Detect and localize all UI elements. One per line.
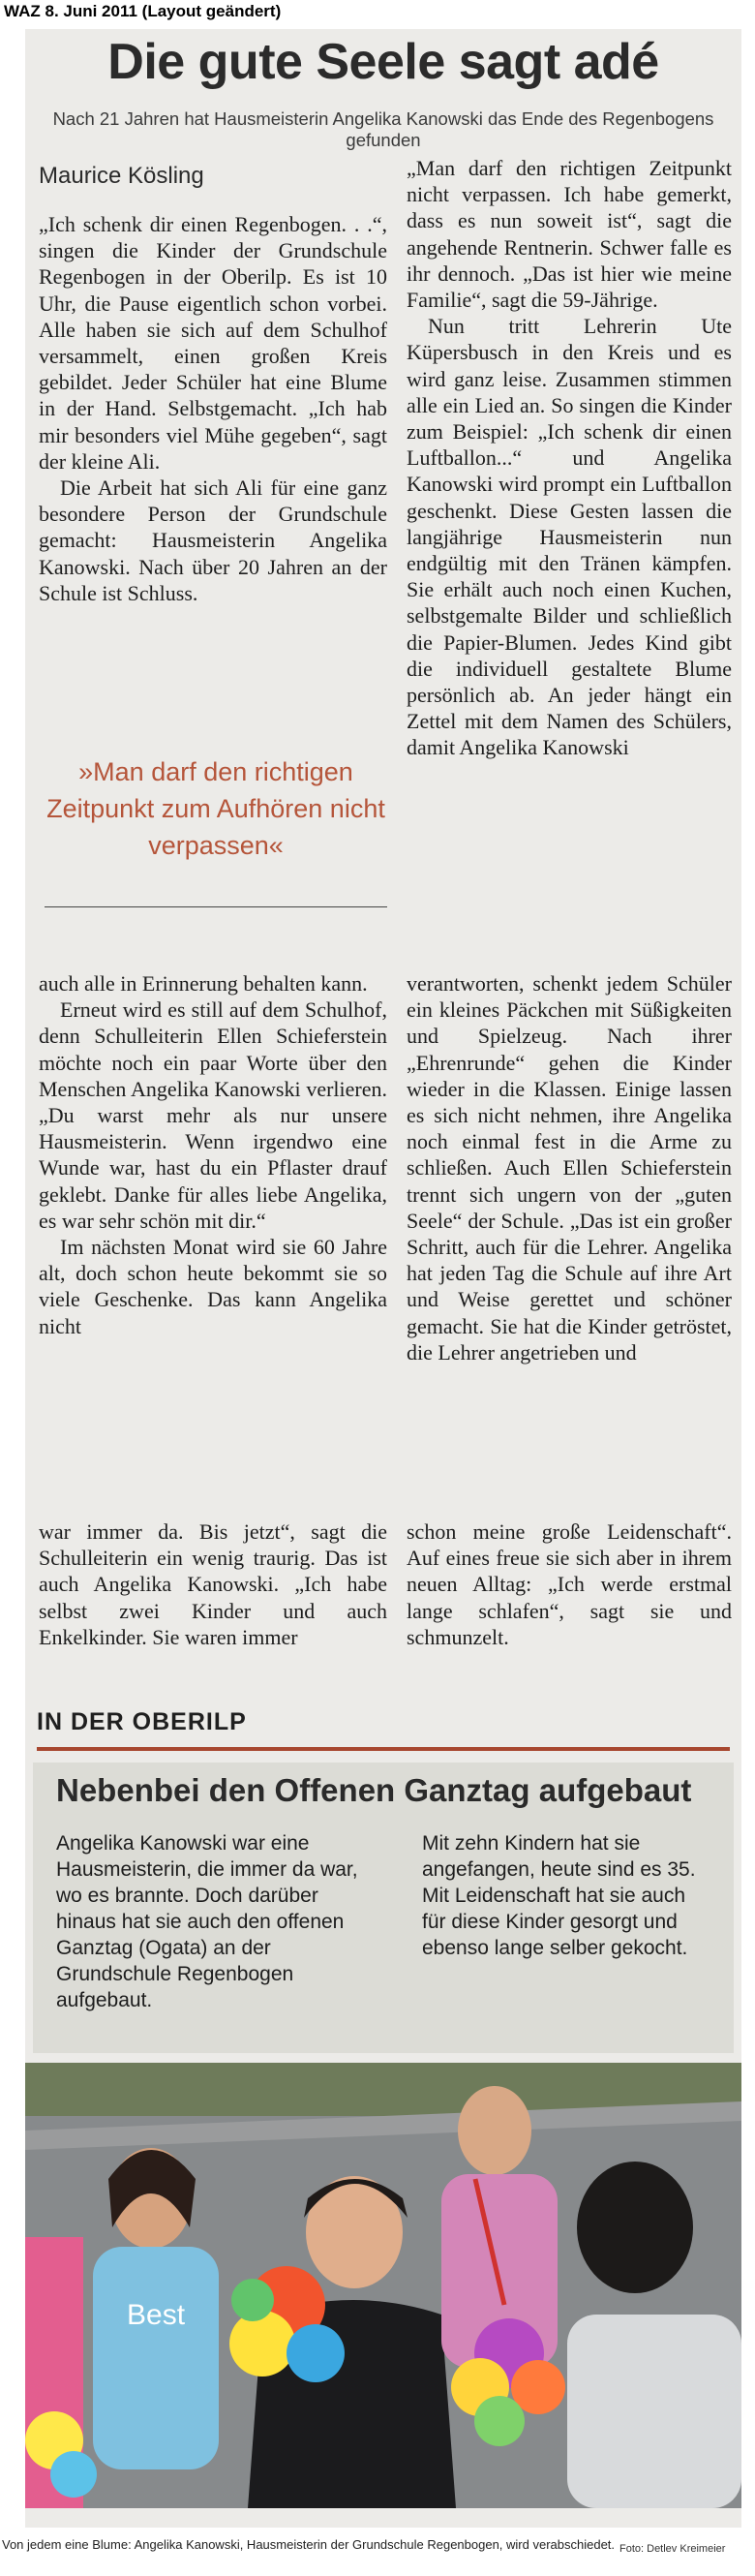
paragraph: verantworten, schenkt jedem Schüler ein kleines Päckchen mit Süßigkeiten und Spielzeug. Nach ihrer „Ehrenrunde“ gehen die Kinder wieder in die Klassen. Einige lassen es sich nicht nehmen, ihre Angelika noch einmal fest in die Arme zu schließen. Auch Ellen Schieferstein trennt sich ungern von der „guten Seele“ der Schule. „Das ist ein großer Schritt, auch für die Lehrer. Angelika hat jeden Tag die Schule auf ihre Art und Weise gerettet und schöner gemacht. Sie hat die Kinder getröstet, die Lehrer angetrieben und	[407, 971, 732, 1365]
sidebar-kicker: IN DER OBERILP	[37, 1708, 247, 1735]
kicker-rule	[37, 1747, 730, 1751]
paragraph: Im nächsten Monat wird sie 60 Jahre alt, doch schon heute bekommt sie so viele Geschenke. Das kann Angelika nicht	[39, 1235, 387, 1338]
column-1-middle	[39, 970, 387, 1339]
paragraph: Erneut wird es still auf dem Schulhof, denn Schulleiterin Ellen Schieferstein möchte noch ein paar Worte über den Menschen Angelika Kanowski verlieren. „Du warst mehr als nur unsere Hausmeisterin. Wenn irgendwo eine Wunde war, hast du ein Pflaster drauf geklebt. Danke für alles liebe Angelika, es war sehr schön mit dir.“	[39, 997, 387, 1233]
photo-credit: Foto: Detlev Kreimeier	[619, 2543, 726, 2555]
author-byline: Maurice Kösling	[39, 163, 204, 189]
paragraph: schon meine große Leidenschaft“. Auf eines freue sie sich aber in ihrem neuen Alltag: „Ich werde erstmal lange schlafen“, sagt sie und schmunzelt.	[407, 1519, 732, 1649]
column-2-middle	[407, 970, 732, 1365]
column-2-bottom	[407, 1518, 732, 1650]
photo-caption: Von jedem eine Blume: Angelika Kanowski, Hausmeisterin der Grundschule Regenbogen, wird verabschiedet.	[2, 2537, 616, 2552]
paragraph: war immer da. Bis jetzt“, sagt die Schulleiterin ein wenig traurig. Das ist auch Angelika Kanowski. „Ich habe selbst zwei Kinder und auch Enkelkinder. Sie waren immer	[39, 1519, 387, 1649]
sidebar-title: Nebenbei den Offenen Ganztag aufgebaut	[56, 1772, 692, 1808]
column-1-bottom	[39, 1518, 387, 1650]
sidebar-text-right: Mit zehn Kindern hat sie angefangen, heute sind es 35. Mit Leidenschaft hat sie auch für diese Kinder gesorgt und ebenso lange selber gekocht.	[422, 1832, 696, 1959]
pull-quote: »Man darf den richtigen Zeitpunkt zum Aufhören nicht verpassen«	[46, 757, 385, 860]
column-2-top	[407, 155, 732, 761]
paragraph: Die Arbeit hat sich Ali für eine ganz besondere Person der Grundschule gemacht: Hausmeisterin Angelika Kanowski. Nach über 20 Jahren an der Schule ist Schluss.	[39, 475, 387, 605]
paragraph: „Ich schenk dir einen Regenbogen. . .“, singen die Kinder der Grundschule Regenbogen in der Oberilp. Es ist 10 Uhr, die Pause eigentlich schon vorbei. Alle haben sie sich auf dem Schulhof versammelt, einen großen Kreis gebildet. Jeder Schüler hat eine Blume in der Hand. Selbstgemacht. „Ich hab mir besonders viel Mühe gegeben“, sagt der kleine Ali.	[39, 212, 387, 474]
headline: Die gute Seele sagt adé	[107, 34, 659, 90]
photo-illustration	[25, 2063, 741, 2508]
pull-quote-rule	[45, 906, 387, 907]
article-clipping	[25, 29, 741, 2528]
svg-text:Best: Best	[127, 2299, 186, 2331]
paragraph: „Man darf den richtigen Zeitpunkt nicht verpassen. Ich habe gemerkt, dass es nun soweit ist“, sagt die angehende Rentnerin. Schwer falle es ihr dennoch. „Das ist hier wie meine Familie“, sagt die 59-Jährige.	[407, 156, 732, 313]
sidebar-box	[33, 1763, 734, 2053]
source-line: WAZ 8. Juni 2011 (Layout geändert)	[4, 2, 282, 20]
paragraph: Nun tritt Lehrerin Ute Küpersbusch in den Kreis und es wird ganz leise. Zusammen stimmen alle ein Lied an. So singen die Kinder zum Beispiel: „Ich schenk dir einen Luftballon...“ und Angelika Kanowski wird prompt ein Luftballon geschenkt. Diese Gesten lassen die langjährige Hausmeisterin nun endgültig mit den Tränen kämpfen. Sie erhält auch noch einen Kuchen, selbstgemalte Bilder und schließlich die Papier-Blumen. Jedes Kind gibt die individuell gestaltete Blume persönlich ab. An jeder hängt ein Zettel mit dem Namen des Schülers, damit Angelika Kanowski	[407, 314, 732, 760]
article-photo	[25, 2063, 741, 2508]
paragraph: auch alle in Erinnerung behalten kann.	[39, 971, 368, 996]
subline: Nach 21 Jahren hat Hausmeisterin Angelika Kanowski das Ende des Regenbogens gefunden	[52, 108, 714, 150]
column-1-top	[39, 211, 387, 606]
sidebar-text-left: Angelika Kanowski war eine Hausmeisterin, die immer da war, wo es brannte. Doch darüber hinaus hat sie auch den offenen Ganztag (Ogata) an der Grundschule Regenbogen aufgebaut.	[56, 1832, 358, 2011]
